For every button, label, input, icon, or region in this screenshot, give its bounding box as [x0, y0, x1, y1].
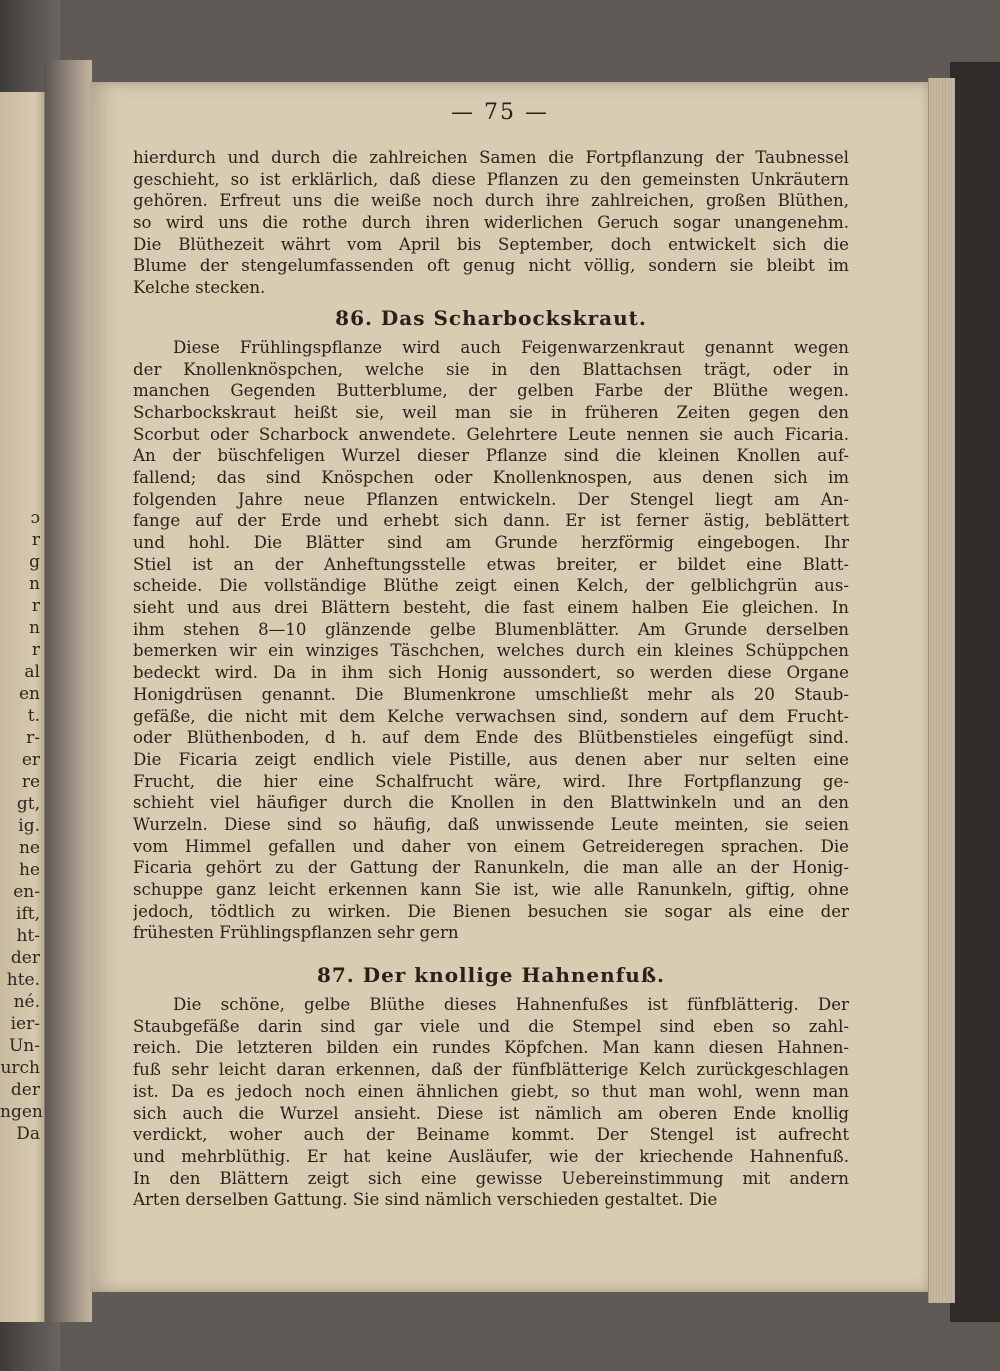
paragraph-top: [133, 147, 849, 299]
previous-page-fragment: en: [18, 684, 40, 704]
text-line: schieht viel häufiger durch die Knollen in den Blattwinkeln und an den: [133, 793, 849, 813]
previous-page-fragment: n: [29, 574, 40, 594]
text-line: manchen Gegenden Butterblume, der gelben Farbe der Blüthe wegen.: [133, 381, 849, 401]
text-line: verdickt, woher auch der Beiname kommt. Der Stengel ist aufrecht: [133, 1125, 849, 1145]
previous-page-fragment: ɔ: [30, 508, 40, 528]
previous-page-fragment: ift,: [16, 904, 40, 924]
previous-page-fragment: urch: [0, 1058, 40, 1078]
paragraph-87: [133, 994, 849, 1211]
previous-page-fragment: r: [31, 530, 40, 550]
text-line: Die Ficaria zeigt endlich viele Pistille, aus denen aber nur selten eine: [133, 749, 849, 769]
page-stack-edge: [928, 78, 955, 1303]
text-line: folgenden Jahre neue Pflanzen entwickeln. Der Stengel liegt am An-: [133, 489, 849, 509]
text-line: Honigdrüsen genannt. Die Blumenkrone umschließt mehr als 20 Staub-: [133, 684, 849, 704]
text-line: und hohl. Die Blätter sind am Grunde herzförmig eingebogen. Ihr: [133, 533, 849, 552]
text-line: bemerken wir ein winziges Täschchen, welches durch ein kleines Schüppchen: [133, 641, 849, 661]
text-line: reich. Die letzteren bilden ein rundes Köpfchen. Man kann diesen Hahnen-: [133, 1038, 849, 1058]
text-line: schuppe ganz leicht erkennen kann Sie ist, wie alle Ranunkeln, giftig, ohne: [133, 880, 849, 899]
text-line: Kelche stecken.: [133, 278, 266, 298]
previous-page-fragment: ht-: [16, 926, 40, 946]
text-line: sieht und aus drei Blättern besteht, die fast einem halben Eie gleichen. In: [133, 598, 849, 618]
text-line: Arten derselben Gattung. Sie sind nämlich verschieden gestaltet. Die: [133, 1190, 718, 1210]
text-line: geschieht, so ist erklärlich, daß diese Pflanzen zu den gemeinsten Unkräutern: [133, 169, 849, 189]
text-line: gefäße, die nicht mit dem Kelche verwachsen sind, sondern auf dem Frucht-: [133, 706, 849, 726]
book-cover-right: [950, 62, 1000, 1322]
text-line: Wurzeln. Diese sind so häufig, daß unwissende Leute meinten, sie seien: [133, 814, 849, 834]
text-line: Scorbut oder Scharbock anwendete. Gelehrtere Leute nennen sie auch Ficaria.: [133, 424, 849, 444]
previous-page-fragment: ne: [18, 838, 40, 858]
text-line: frühesten Frühlingspflanzen sehr gern: [133, 923, 459, 943]
previous-page-fragment: ngen: [0, 1102, 43, 1122]
previous-page-fragment: en-: [13, 882, 40, 902]
text-line: bedeckt wird. Da in ihm sich Honig aussondert, so werden diese Organe: [133, 663, 849, 683]
previous-page-fragment: ier-: [10, 1014, 40, 1034]
previous-page-fragment: ig.: [18, 816, 40, 836]
text-line: Ficaria gehört zu der Gattung der Ranunkeln, die man alle an der Honig-: [133, 858, 849, 878]
text-line: und mehrblüthig. Er hat keine Ausläufer, wie der kriechende Hahnenfuß.: [133, 1146, 849, 1166]
text-line: Scharbockskraut heißt sie, weil man sie in früheren Zeiten gegen den: [133, 402, 849, 422]
page-text: [133, 147, 849, 1211]
text-line: scheide. Die vollständige Blüthe zeigt einen Kelch, der gelblichgrün aus-: [133, 576, 849, 596]
text-line: so wird uns die rothe durch ihren widerlichen Geruch sogar unangenehm.: [133, 213, 849, 233]
previous-page-fragment: der: [10, 948, 40, 968]
previous-page-fragment: né.: [13, 992, 40, 1012]
text-line: Blume der stengelumfassenden oft genug nicht völlig, sondern sie bleibt im: [133, 256, 849, 276]
previous-page-fragment: al: [24, 662, 40, 682]
previous-page-fragment: r: [31, 640, 40, 660]
previous-page-fragment: Un-: [8, 1036, 40, 1056]
text-line: An der büschfeligen Wurzel dieser Pflanze sind die kleinen Knollen auf-: [133, 446, 849, 466]
previous-page-fragment: der: [10, 1080, 40, 1100]
page-number: — 75 —: [451, 100, 549, 125]
text-line: ihm stehen 8—10 glänzende gelbe Blumenblätter. Am Grunde derselben: [133, 619, 849, 639]
text-line: Frucht, die hier eine Schalfrucht wäre, wird. Ihre Fortpflanzung ge-: [133, 771, 849, 791]
text-line: oder Blüthenboden, d h. auf dem Ende des Blütbenstieles eingefügt sind.: [133, 728, 849, 748]
text-line: fange auf der Erde und erhebt sich dann. Er ist ferner ästig, beblättert: [133, 511, 849, 531]
previous-page-fragment: he: [18, 860, 40, 880]
previous-page-fragment: r: [31, 596, 40, 616]
text-line: jedoch, tödtlich zu wirken. Die Bienen besuchen sie sogar als eine der: [133, 901, 849, 921]
text-line: der Knollenknöspchen, welche sie in den Blattachsen trägt, oder in: [133, 359, 849, 379]
text-line: Die Blüthezeit währt vom April bis September, doch entwickelt sich die: [133, 234, 849, 254]
text-line: In den Blättern zeigt sich eine gewisse Uebereinstimmung mit andern: [133, 1168, 849, 1188]
previous-page-fragment: r-: [26, 728, 40, 748]
text-line: gehören. Erfreut uns die weiße noch durch ihre zahlreichen, großen Blüthen,: [133, 191, 849, 211]
previous-page-fragment: t.: [27, 706, 40, 726]
previous-page-fragment: g: [29, 552, 40, 572]
book-gutter: [44, 60, 92, 1322]
text-line: Die schöne, gelbe Blüthe dieses Hahnenfußes ist fünfblätterig. Der: [173, 995, 849, 1015]
text-line: Stiel ist an der Anheftungsstelle etwas breiter, er bildet eine Blatt-: [133, 554, 849, 574]
previous-page-fragment: n: [29, 618, 40, 638]
previous-page-fragment: er: [21, 750, 40, 770]
text-line: hierdurch und durch die zahlreichen Samen die Fortpflanzung der Taubnessel: [133, 148, 849, 167]
previous-page-fragment: re: [21, 772, 40, 792]
text-line: fallend; das sind Knöspchen oder Knollenknospen, aus denen sich im: [133, 467, 849, 487]
previous-page-fragment: gt,: [16, 794, 40, 814]
text-line: fuß sehr leicht daran erkennen, daß der fünfblätterige Kelch zurückgeschlagen: [133, 1060, 849, 1080]
text-line: Diese Frühlingspflanze wird auch Feigenwarzenkraut genannt wegen: [173, 337, 849, 357]
text-line: Staubgefäße darin sind gar viele und die Stempel sind eben so zahl-: [133, 1016, 849, 1036]
previous-page-fragment: hte.: [6, 970, 40, 990]
paragraph-86: [133, 337, 849, 944]
previous-page-fragment: Da: [16, 1124, 40, 1144]
section-heading-87: 87. Der knollige Hahnenfuß.: [316, 963, 666, 988]
previous-page-edge: [0, 92, 45, 1322]
text-line: ist. Da es jedoch noch einen ähnlichen giebt, so thut man wohl, wenn man: [133, 1081, 849, 1101]
section-heading-86: 86. Das Scharbockskraut.: [335, 305, 647, 330]
text-line: sich auch die Wurzel ansieht. Diese ist nämlich am oberen Ende knollig: [133, 1103, 849, 1123]
text-line: vom Himmel gefallen und daher von einem Getreideregen sprachen. Die: [133, 836, 849, 856]
